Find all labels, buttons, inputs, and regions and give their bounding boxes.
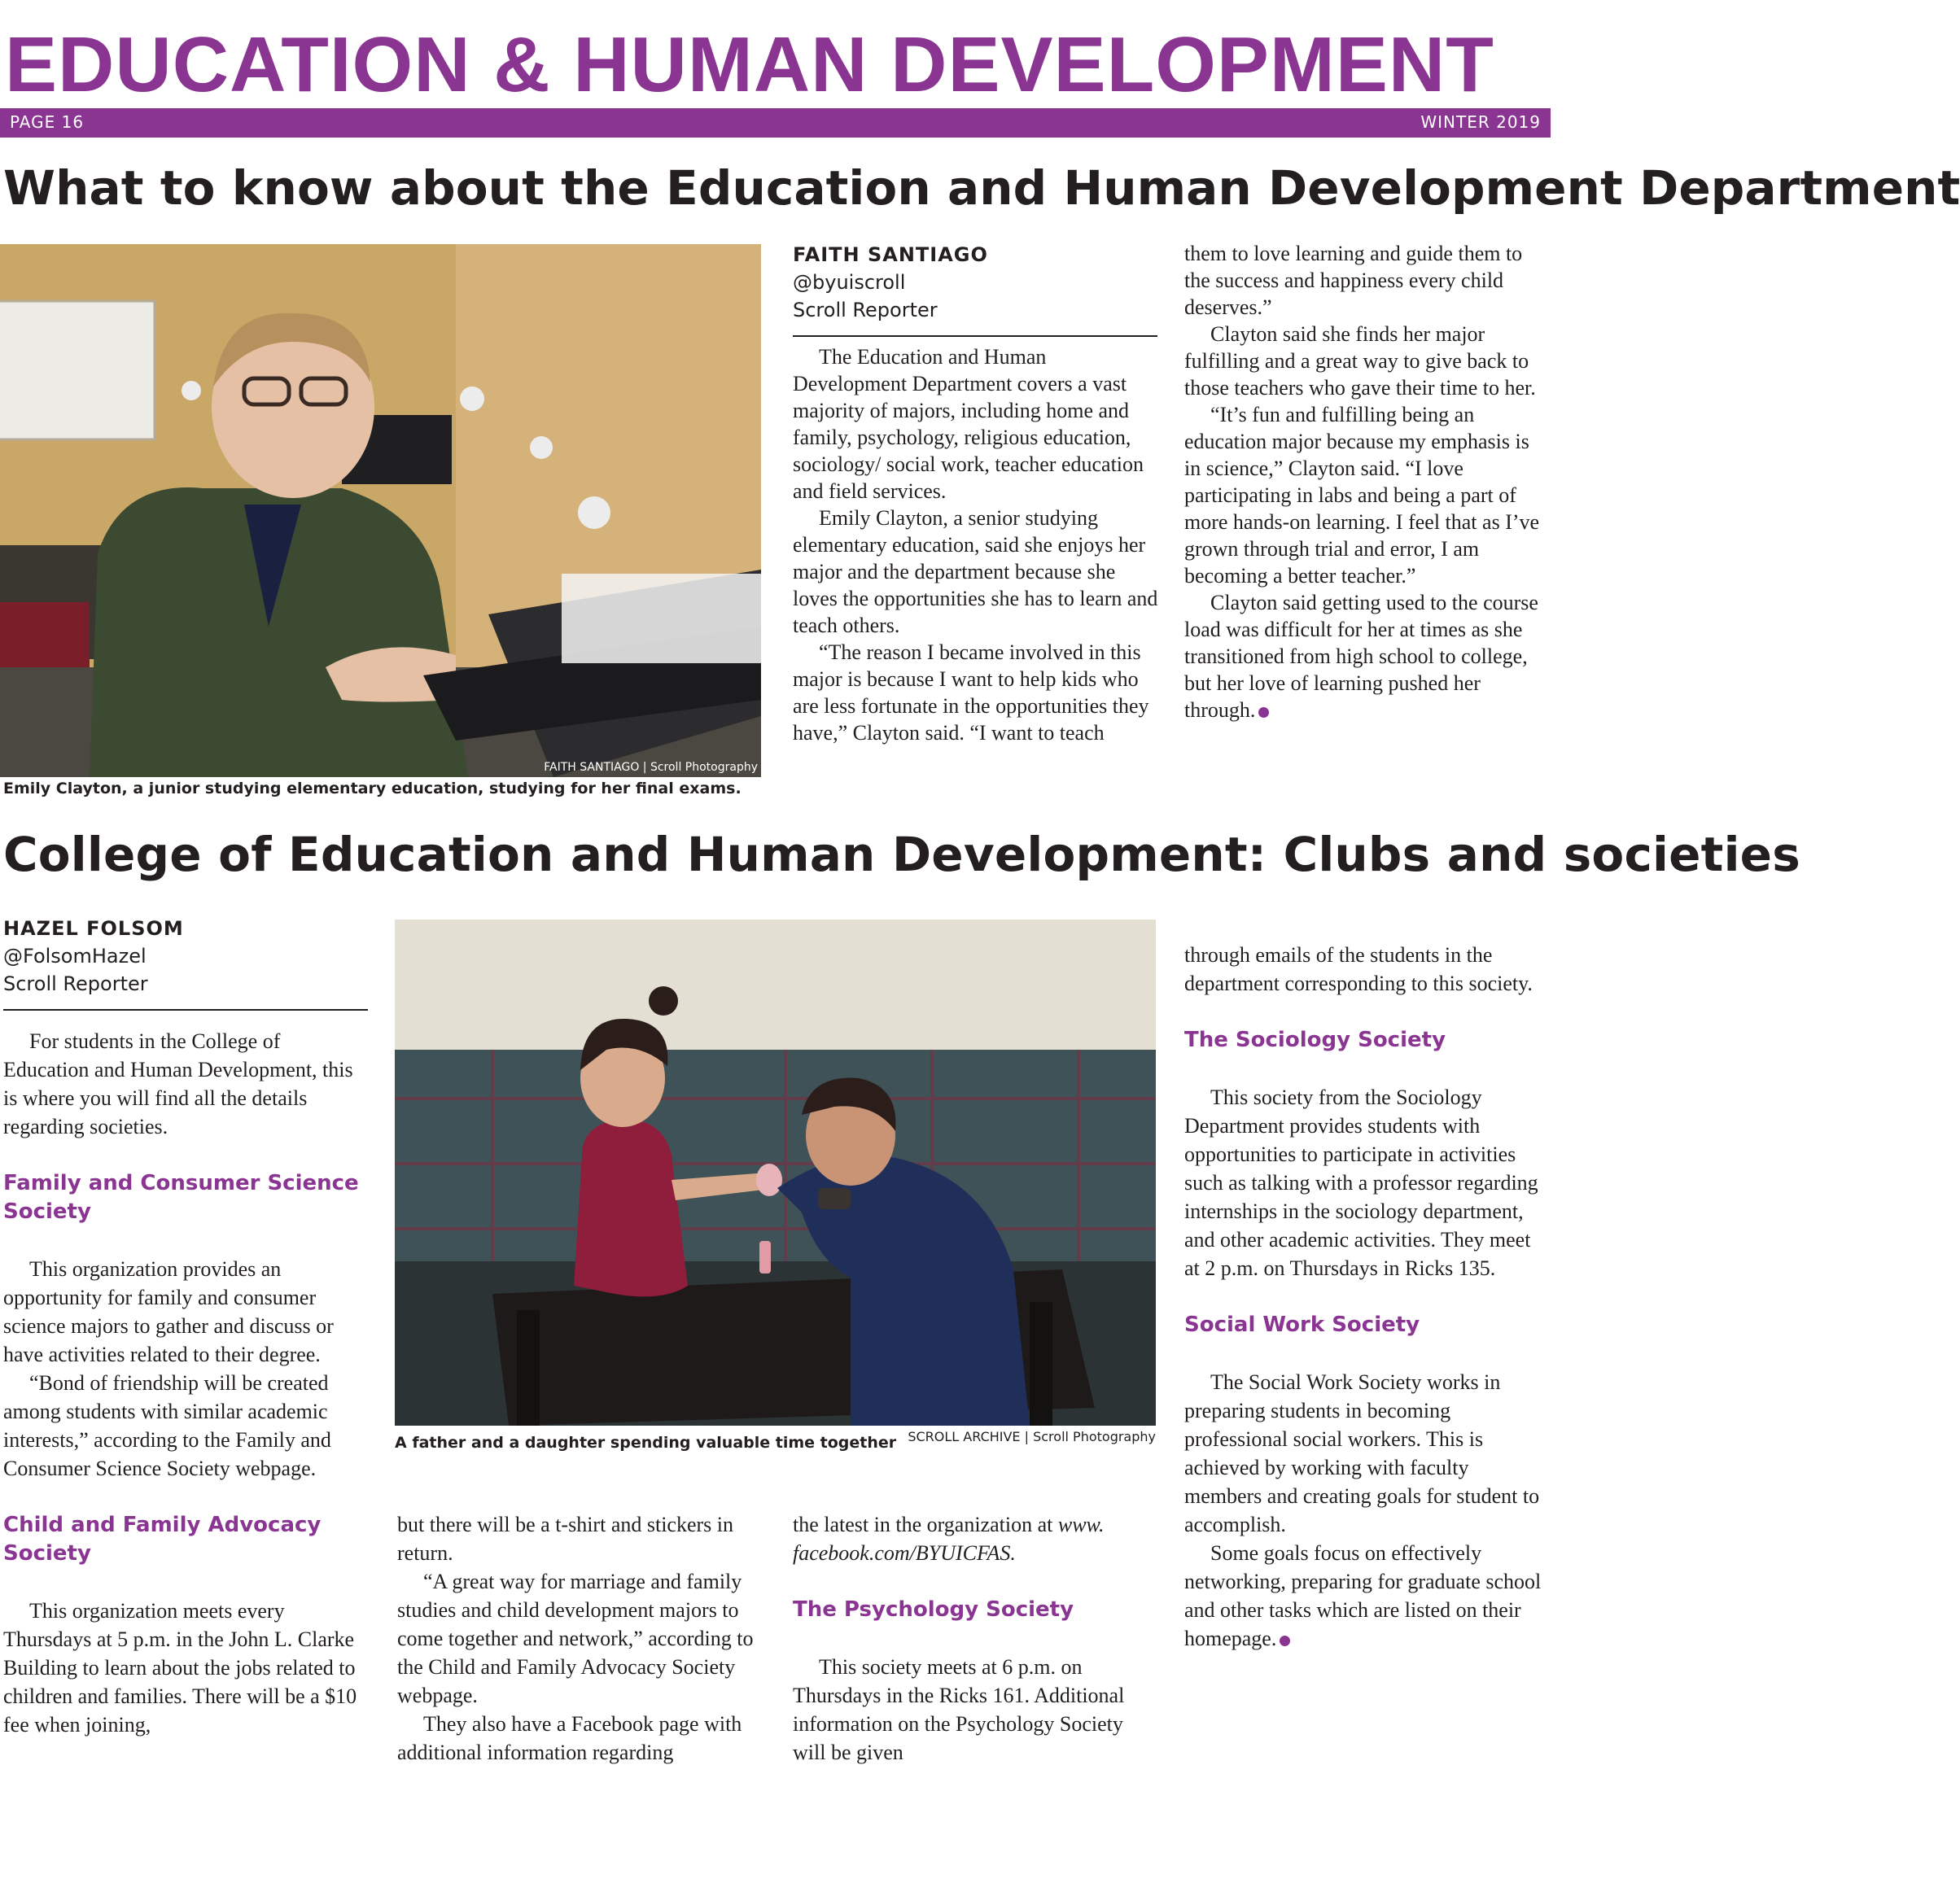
author-handle: @FolsomHazel bbox=[3, 945, 147, 968]
author-name: FAITH SANTIAGO bbox=[793, 243, 988, 266]
article1-headline: What to know about the Education and Human Development Department bbox=[3, 160, 1960, 216]
paragraph: This society meets at 6 p.m. on Thursdays in the Ricks 161. Additional information on the Psychology Society will be given bbox=[793, 1655, 1125, 1764]
paragraph bbox=[1184, 1539, 1551, 1653]
paragraph: The Social Work Society works in preparing students in becoming professional social workers. This is achieved by working with faculty members and creating goals for student to accomplish. bbox=[1184, 1370, 1540, 1536]
article2-column-3 bbox=[793, 1510, 1157, 1767]
paragraph: through emails of the students in the department corresponding to this society. bbox=[1184, 943, 1533, 995]
paragraph-text: the latest in the organization at bbox=[793, 1513, 1053, 1536]
subheading-social-work: Social Work Society bbox=[1184, 1313, 1420, 1337]
end-mark-icon bbox=[1280, 1636, 1290, 1646]
paragraph: For students in the College of Education and Human Development, this is where you will find all the details regarding societies. bbox=[3, 1029, 353, 1138]
author-name: HAZEL FOLSOM bbox=[3, 917, 184, 940]
paragraph: “It’s fun and fulfilling being an education major because my emphasis is in science,” Clayton said. “I love participating in labs and being a part of more hands-on learning. I feel that as I’ve grown through trial and error, I am becoming a better teacher.” bbox=[1184, 403, 1540, 588]
subheading-sociology: The Sociology Society bbox=[1184, 1028, 1446, 1052]
article2-byline bbox=[3, 915, 361, 998]
end-mark-icon bbox=[1258, 707, 1269, 718]
subheading-fcs: Family and Consumer Science Society bbox=[3, 1171, 359, 1224]
photo2-credit: SCROLL ARCHIVE | Scroll Photography bbox=[908, 1429, 1156, 1444]
paragraph: “The reason I became involved in this major is because I want to help kids who are less fortunate in the opportunities they have,” Clayton said. “I want to teach bbox=[793, 640, 1149, 745]
author-role: Scroll Reporter bbox=[3, 972, 148, 995]
paragraph: “A great way for marriage and family studies and child development majors to come together and network,” according to the Child and Family Advocacy Society webpage. bbox=[397, 1570, 754, 1707]
subheading-cfa: Child and Family Advocacy Society bbox=[3, 1513, 322, 1566]
page-number: PAGE 16 bbox=[10, 112, 85, 132]
byline-rule bbox=[793, 335, 1157, 337]
father-daughter-photo bbox=[395, 920, 1156, 1426]
paragraph: Emily Clayton, a senior studying elementary education, said she enjoys her major and the department because she loves the opportunities she has to learn and teach others. bbox=[793, 506, 1158, 637]
subheading-psychology: The Psychology Society bbox=[793, 1597, 1074, 1622]
author-handle: @byuiscroll bbox=[793, 271, 906, 294]
section-bar bbox=[0, 108, 1551, 138]
article2-column-4 bbox=[1184, 941, 1551, 1653]
paragraph: “Bond of friendship will be created among students with similar academic interests,” according to the Family and Consumer Science Society webpage. bbox=[3, 1371, 331, 1480]
article2-column-1 bbox=[3, 1027, 368, 1739]
article1-photo bbox=[0, 244, 761, 777]
paragraph: This society from the Sociology Department provides students with opportunities to participate in activities such as talking with a professor regarding internships in the sociology department, and other academic activities. They meet at 2 p.m. on Thursdays in Ricks 135. bbox=[1184, 1086, 1538, 1280]
article1-column-2 bbox=[1184, 240, 1551, 723]
author-role: Scroll Reporter bbox=[793, 299, 938, 321]
section-title: EDUCATION & HUMAN DEVELOPMENT bbox=[5, 21, 1494, 108]
paragraph: them to love learning and guide them to the success and happiness every child deserves.” bbox=[1184, 242, 1523, 319]
student-laptop-photo bbox=[0, 244, 761, 777]
paragraph: This organization meets every Thursdays at 5 p.m. in the John L. Clarke Building to learn about the jobs related to children and families. There will be a $10 fee when joining, bbox=[3, 1599, 357, 1737]
issue-date: WINTER 2019 bbox=[1420, 112, 1541, 132]
paragraph bbox=[793, 1510, 1157, 1567]
article1-column-1 bbox=[793, 343, 1159, 746]
photo1-caption: Emily Clayton, a junior studying elementary education, studying for her final exams. bbox=[3, 780, 742, 797]
paragraph: but there will be a t-shirt and stickers in return. bbox=[397, 1513, 734, 1565]
paragraph-text: Clayton said getting used to the course load was difficult for her at times as she transitioned from high school to college, but her love of learning pushed her through. bbox=[1184, 591, 1538, 722]
article2-photo bbox=[395, 920, 1156, 1426]
facebook-link[interactable]: www. facebook.com/BYUICFAS. bbox=[793, 1513, 1105, 1565]
paragraph: Clayton said she finds her major fulfilling and a great way to give back to those teachers who gave their time to her. bbox=[1184, 322, 1536, 400]
paragraph-text: Some goals focus on effectively networking, preparing for graduate school and other tasks which are listed on their homepage. bbox=[1184, 1541, 1542, 1650]
paragraph: They also have a Facebook page with additional information regarding bbox=[397, 1712, 742, 1764]
article1-byline bbox=[793, 241, 1151, 324]
article2-headline: College of Education and Human Development: Clubs and societies bbox=[3, 827, 1800, 882]
paragraph bbox=[1184, 589, 1551, 723]
article2-column-2 bbox=[397, 1510, 762, 1767]
paragraph: This organization provides an opportunity for family and consumer science majors to gather and discuss or have activities related to their degree. bbox=[3, 1257, 334, 1366]
paragraph: The Education and Human Development Department covers a vast majority of majors, including home and family, psychology, religious education, sociology/ social work, teacher education and field services. bbox=[793, 345, 1144, 503]
photo1-credit: FAITH SANTIAGO | Scroll Photography bbox=[544, 761, 758, 774]
photo2-caption: A father and a daughter spending valuable time together bbox=[395, 1434, 897, 1452]
byline-rule bbox=[3, 1009, 368, 1011]
